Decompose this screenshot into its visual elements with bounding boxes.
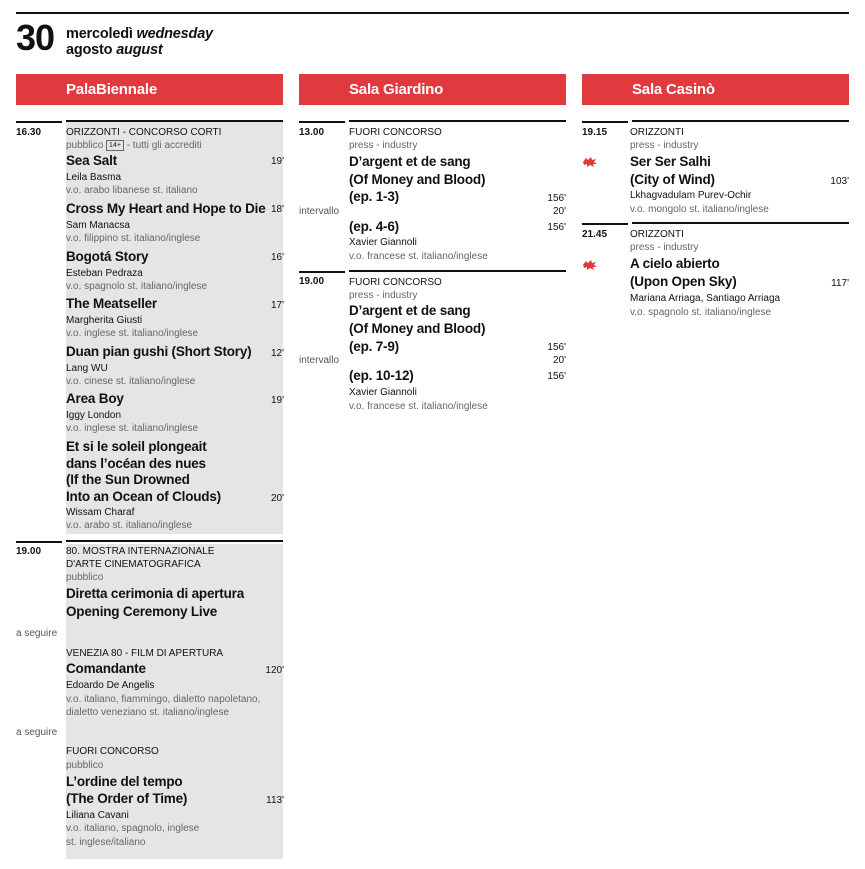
venice-lion-icon [582,259,598,271]
header-rule [16,12,849,14]
film-language: v.o. arabo libanese st. italiano [66,185,198,196]
film-duration: 19' [270,156,284,167]
film-title-line[interactable]: D’argent et de sang [349,303,471,318]
film-director: Xavier Giannoli [349,387,417,398]
film-director: Edoardo De Angelis [66,680,155,691]
episode-label[interactable]: (ep. 7-9) [349,339,399,354]
film-duration: 103' [830,176,849,187]
section-label: VENEZIA 80 - FILM DI APERTURA [66,648,224,659]
access-label: press - industry [630,140,699,151]
age-rating-badge: 14+ [106,140,124,151]
venue-header: Sala Casinò [582,74,849,105]
access-text: - tutti gli accrediti [126,140,202,151]
film-duration: 156' [547,222,566,233]
time-rule [582,121,628,123]
event-title-line[interactable]: Opening Ceremony Live [66,604,218,619]
slot-rule [66,540,283,542]
film-language: v.o. italiano, spagnolo, inglese [66,823,200,834]
film-title-line[interactable]: Into an Ocean of Clouds) [66,489,221,504]
access-label: press - industry [349,290,418,301]
date-label [66,26,213,58]
slot-rule [66,120,283,122]
film-title[interactable]: Area Boy [66,391,124,406]
film-language: v.o. inglese st. italiano/inglese [66,423,199,434]
episode-label[interactable]: (ep. 1-3) [349,189,399,204]
column-sala-casino [582,74,849,334]
access-label: pubblico [66,760,104,771]
film-title-line[interactable]: L’ordine del tempo [66,774,183,789]
film-title-line[interactable]: (Of Money and Blood) [349,172,486,187]
film-language: v.o. spagnolo st. italiano/inglese [630,307,772,318]
film-duration: 17' [270,300,284,311]
film-director: Sam Manacsa [66,220,130,231]
access-label [66,139,202,152]
film-director: Iggy London [66,410,122,421]
film-title[interactable]: Bogotá Story [66,249,149,264]
access-label: pubblico [66,572,104,583]
slot-rule [349,120,566,122]
film-director: Mariana Arriaga, Santiago Arriaga [630,293,781,304]
interval-duration: 20' [552,355,566,366]
weekday-en: wednesday [136,26,213,42]
access-label: press - industry [349,140,418,151]
episode-label[interactable]: (ep. 10-12) [349,368,414,383]
section-label: ORIZZONTI [630,229,684,240]
film-duration: 156' [547,193,566,204]
then-label: a seguire [16,727,58,738]
column-sala-giardino [299,74,566,474]
film-title-line[interactable]: Et si le soleil plongeait [66,439,207,454]
film-title-line[interactable]: (City of Wind) [630,172,715,187]
film-duration: 18' [270,204,284,215]
film-title[interactable]: Sea Salt [66,153,117,168]
film-director: Lang WU [66,363,108,374]
film-language: v.o. filippino st. italiano/inglese [66,233,201,244]
slot-rule [632,120,849,122]
film-director: Liliana Cavani [66,810,129,821]
film-title[interactable]: Comandante [66,661,146,676]
film-director: Xavier Giannoli [349,237,417,248]
film-duration: 117' [831,278,849,289]
access-label: press - industry [630,242,699,253]
section-label: FUORI CONCORSO [349,277,442,288]
film-language: st. inglese/italiano [66,837,146,848]
film-language: v.o. spagnolo st. italiano/inglese [66,281,208,292]
film-title-line[interactable]: Ser Ser Salhi [630,154,711,169]
film-director: Lkhagvadulam Purev-Ochir [630,190,752,201]
column-palabiennale [16,74,283,864]
month-en: august [116,42,163,58]
interval-label: intervallo [299,206,340,217]
section-label: D'ARTE CINEMATOGRAFICA [66,559,201,570]
film-title-line[interactable]: dans l’océan des nues [66,456,206,471]
slot-rule [632,222,849,224]
film-duration: 156' [547,342,566,353]
film-language: v.o. arabo st. italiano/inglese [66,520,193,531]
time-rule [16,541,62,543]
access-text: pubblico [66,140,104,151]
film-duration: 120' [265,665,284,676]
slot-time: 19.00 [16,546,42,557]
film-language: v.o. francese st. italiano/inglese [349,401,488,412]
interval-duration: 20' [552,206,566,217]
time-rule [299,121,345,123]
film-title[interactable]: The Meatseller [66,296,157,311]
day-number: 30 [16,17,55,58]
section-label: ORIZZONTI [630,127,684,138]
section-label: 80. MOSTRA INTERNAZIONALE [66,546,215,557]
month-it: agosto [66,42,113,58]
venice-lion-icon [582,156,598,168]
event-title-line[interactable]: Diretta cerimonia di apertura [66,586,245,601]
slot-time: 19.15 [582,127,608,138]
film-title-line[interactable]: A cielo abierto [630,256,720,271]
then-label: a seguire [16,628,58,639]
film-duration: 19' [270,395,284,406]
film-director: Leila Basma [66,172,122,183]
film-language: v.o. mongolo st. italiano/inglese [630,204,769,215]
slot-time: 13.00 [299,127,325,138]
film-director: Wissam Charaf [66,507,135,518]
film-language: v.o. inglese st. italiano/inglese [66,328,199,339]
time-rule [582,223,628,225]
film-director: Esteban Pedraza [66,268,143,279]
film-title[interactable]: Cross My Heart and Hope to Die [66,201,266,216]
film-language: v.o. cinese st. italiano/inglese [66,376,196,387]
film-title-line[interactable]: (If the Sun Drowned [66,472,190,487]
slot-time: 21.45 [582,229,608,240]
film-title-line[interactable]: (The Order of Time) [66,791,188,806]
film-duration: 156' [547,371,566,382]
episode-label[interactable]: (ep. 4-6) [349,219,399,234]
film-title-line[interactable]: (Of Money and Blood) [349,321,486,336]
time-rule [16,121,62,123]
film-language: dialetto veneziano st. italiano/inglese [66,707,229,718]
slot-rule [349,270,566,272]
film-duration: 113' [266,795,284,806]
interval-label: intervallo [299,355,340,366]
section-label: ORIZZONTI - CONCORSO CORTI [66,127,222,138]
film-duration: 12' [270,348,284,359]
slot-time: 16.30 [16,127,42,138]
section-label: FUORI CONCORSO [66,746,159,757]
slot-time: 19.00 [299,276,325,287]
film-director: Margherita Giusti [66,315,143,326]
section-label: FUORI CONCORSO [349,127,442,138]
venue-header: Sala Giardino [299,74,566,105]
film-title-line[interactable]: D’argent et de sang [349,154,471,169]
venue-header: PalaBiennale [16,74,283,105]
film-title-line[interactable]: (Upon Open Sky) [630,274,737,289]
time-rule [299,271,345,273]
film-title[interactable]: Duan pian gushi (Short Story) [66,344,252,359]
film-duration: 20' [270,493,284,504]
film-language: v.o. francese st. italiano/inglese [349,251,488,262]
film-duration: 16' [270,252,284,263]
film-language: v.o. italiano, fiammingo, dialetto napoletano, [66,694,261,705]
weekday-it: mercoledì [66,26,133,42]
